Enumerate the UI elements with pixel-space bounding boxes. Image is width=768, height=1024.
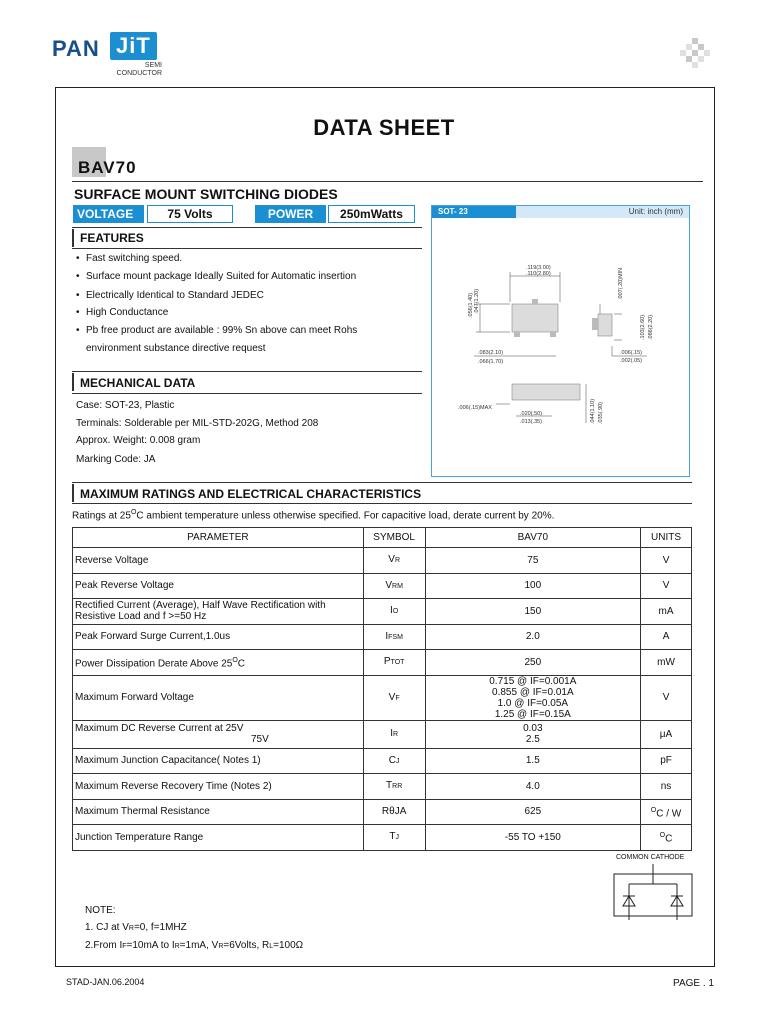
package-side-body [598,314,612,336]
dim-label: .006(.15) [620,350,643,356]
feature-item: • Surface mount package Ideally Suited for Automatic insertion [76,271,357,282]
table-row: Maximum Thermal Resistance RθJA 625 $^O$C / W [73,799,692,825]
feature-item: • High Conductance [76,307,169,318]
column-header: BAV70 [425,528,640,548]
power-value: 250mWatts [328,205,415,223]
voltage-label: VOLTAGE [73,205,144,223]
features-tick [72,229,74,247]
ratings-table [72,527,692,851]
mechanical-tick [72,373,74,391]
column-header: SYMBOL [363,528,425,548]
note-2: 2.From IF=10mA to IR=1mA, VR=6Volts, RL=100Ω [85,940,304,951]
dim-label: .110(2.80) [526,271,551,277]
mechanical-item: Marking Code: JA [76,454,156,465]
table-row: Maximum Reverse Recovery Time (Notes 2) TRR 4.0 ns [73,774,692,800]
dim-label: .103(2.60) [640,314,646,340]
dim-label: .083(2.10) [478,350,504,356]
table-row: Reverse Voltage VR 75 V [73,548,692,574]
ratings-tick [72,484,74,502]
package-name: SOT- 23 [432,206,516,218]
part-number: BAV70 [78,158,137,177]
ratings-top-rule [72,482,692,483]
table-row: Maximum DC Reverse Current at 25V 75V IR 0.03 2.5 μA [73,720,692,748]
table-row: Power Dissipation Derate Above $25^OC$ PTOT 250 mW [73,650,692,676]
power-label: POWER [255,205,326,223]
package-top-body [512,304,558,332]
column-header: PARAMETER [73,528,364,548]
package-end-body [512,384,580,400]
table-header-row [73,528,692,548]
package-header [432,206,689,218]
sot23-outline-drawing [432,218,689,476]
notes-heading: NOTE: [85,905,116,916]
feature-item: • Electrically Identical to Standard JEDEC [76,290,264,301]
dim-label: .002(.05) [620,358,643,364]
lead [514,332,520,337]
footer-date: STAD-JAN.06.2004 [66,977,145,987]
page-title: DATA SHEET [313,115,455,140]
lead [532,299,538,304]
common-cathode-diode-icon [612,864,694,920]
features-heading: FEATURES [80,231,144,245]
corner-decoration-icon [680,38,710,68]
note-1: 1. CJ at VR=0, f=1MHZ [85,922,187,933]
table-row: Peak Reverse Voltage VRM 100 V [73,573,692,599]
feature-item: • Fast switching speed. [76,253,183,264]
ratings-heading: MAXIMUM RATINGS AND ELECTRICAL CHARACTERISTICS [80,487,422,501]
dim-label: .086(2.20) [648,314,654,340]
package-drawing-box [431,205,690,477]
header-rule [72,181,703,182]
mechanical-item: Case: SOT-23, Plastic [76,400,175,411]
table-row: Maximum Forward Voltage VF 0.715 @ IF=0.001A 0.855 @ IF=0.01A 1.0 @ IF=0.05A 1.25 @ IF=0.15A V [73,675,692,720]
notes [85,902,303,955]
product-subtitle: SURFACE MOUNT SWITCHING DIODES [74,186,338,202]
table-row: Peak Forward Surge Current,1.0us IFSM 2.0 A [73,624,692,650]
dim-label: .035(.90) [598,401,604,424]
ratings-bottom-rule [72,503,692,504]
mechanical-item: Approx. Weight: 0.008 gram [76,435,201,446]
table-row: Junction Temperature Range TJ -55 TO +150 $^O$C [73,825,692,851]
ratings-note: Ratings at $25^OC$ ambient temperature unless otherwise specified. For capacitive load, derate current by 20%. [72,509,555,522]
mechanical-top-rule [72,371,422,372]
dim-label: .006(.15)MAX [458,405,492,411]
mechanical-bottom-rule [72,393,422,394]
dim-label: .056(1.40) [468,292,474,318]
mechanical-item: Terminals: Solderable per MIL-STD-202G, Method 208 [76,418,319,429]
logo-pan-text: PAN [52,36,100,61]
dim-label: .047(1.20) [474,288,480,314]
logo-subtitle: SEMI CONDUCTOR [116,62,162,77]
features-top-rule [72,227,422,228]
dim-label: .119(3.00) [526,265,551,271]
footer-page-number: PAGE . 1 [673,978,714,989]
feature-item: • Pb free product are available : 99% Sn above can meet Rohs [76,325,358,336]
dim-label: .044(1.10) [590,398,596,424]
column-header: UNITS [641,528,692,548]
table-row: Maximum Junction Capacitance( Notes 1) CJ 1.5 pF [73,748,692,774]
dim-label: .007(.20)MIN [618,267,624,300]
lead [550,332,556,337]
feature-item: environment substance directive request [86,343,266,354]
package-unit: Unit: inch (mm) [628,207,683,216]
table-row: Rectified Current (Average), Half Wave Rectification with Resistive Load and f >=50 Hz IO 150 mA [73,599,692,625]
logo-jit-text: JiT [110,32,157,60]
common-cathode-label: COMMON CATHODE [616,854,685,861]
dim-label: .013(.35) [520,419,543,425]
dim-label: .020(.50) [520,411,543,417]
voltage-value: 75 Volts [147,205,233,223]
dim-label: .066(1.70) [478,359,504,365]
features-bottom-rule [72,248,422,249]
mechanical-heading: MECHANICAL DATA [80,376,196,390]
